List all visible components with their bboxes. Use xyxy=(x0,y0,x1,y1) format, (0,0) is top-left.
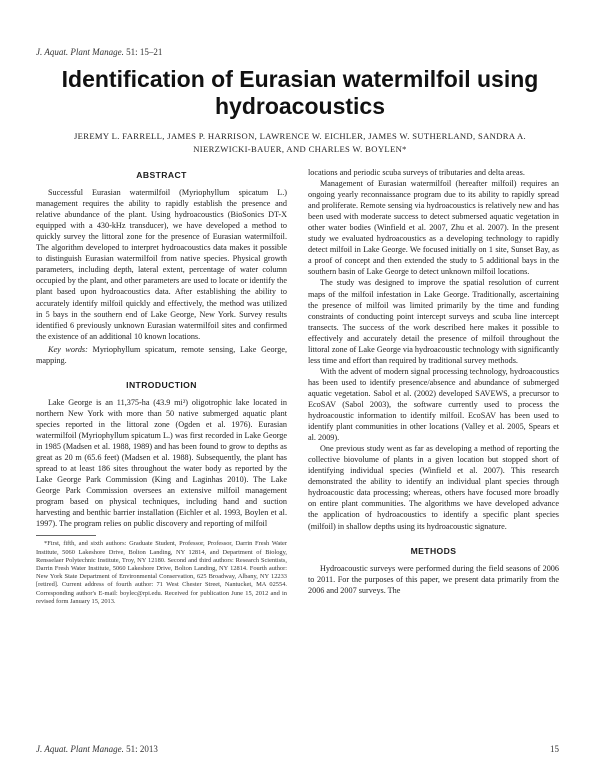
right-column xyxy=(308,167,559,596)
keywords xyxy=(36,344,287,366)
intro-paragraph-study-design: The study was designed to improve the spatial resolution of current maps of the milfoil infestation in Lake George. Traditionally, ascertaining the presence of milfoil was limited primarily by the time and funding constraints of conducting point intercept surveys and scuba line intercept transects. The success of the work described here makes it possible to effectively and accurately detail the presence of milfoil throughout the littoral zone of Lake George via hydroacoustic technology with significantly less time and effort than required by traditional survey methods. xyxy=(308,278,559,365)
intro-paragraph-signal-processing: With the advent of modern signal processing technology, hydroacoustics has been used to identify presence/absence and abundance of submerged aquatic vegetation. Sabol et al. (2002) developed SAVEWS, a precursor to EcoSAV (Sabol 2003), the software currently used to process the hydroacoustic information to identify milfoil. EcoSAV has been used to identify plant communities in other locations (Valley et al. 2005, Spears et al. 2009). xyxy=(308,366,559,443)
abstract-text: Successful Eurasian watermilfoil (Myriophyllum spicatum L.) management requires the ability to rapidly establish the presence and relative abundance of the plant. Using hydroacoustics (BioSonics DT-X equipped with a 430-kHz transducer), we have developed a method to quickly survey the littoral zone for the presence of Eurasian watermilfoil. The algorithm developed to interpret hydroacoustics data makes it possible to distinguish Eurasian watermilfoil from native species. Physical growth parameters, including depth, lateral extent, percentage of water column occupied by the plant, and other parameters are used to locate or identify the plant based upon hydroacoustics data. After establishing the ability to accurately identify milfoil quickly and effectively, the method was utilized in 5 bays in the southern end of Lake George, New York. Survey results identified 6 previously unknown Eurasian watermilfoil sites and confirmed the existence of an additional 10 known locations. xyxy=(36,188,287,341)
introduction-heading: INTRODUCTION xyxy=(126,379,197,390)
author-footnote: *First, fifth, and sixth authors: Graduate Student, Professor, Professor, Darrin Fresh Water Institute, 5060 Lakeshore Drive, Bolton Landing, NY 12814, and Department of Biology, Rensselaer Polytechnic Institute, Troy, NY 12180. Second and third authors: Research Scientists, Darrin Fresh Water Institute, 5060 Lakeshore Drive, Bolton Landing, NY 12814. Fourth author: New York State Department of Environmental Conservation, 625 Broadway, Albany, NY 12233 [retired]. Current address of fourth author: 71 West Chester Street, Nantucket, MA 02554. Corresponding author's E-mail: boylec@rpi.edu. Received for publication June 15, 2012 and in revised form January 15, 2013. xyxy=(36,540,287,605)
running-footer xyxy=(36,744,158,754)
footer-volume-year: 51: 2013 xyxy=(126,744,158,754)
keywords-text: Myriophyllum spicatum, remote sensing, Lake George, mapping. xyxy=(36,344,287,365)
intro-continuation: locations and periodic scuba surveys of tributaries and delta areas. xyxy=(308,168,525,177)
keywords-label: Key words: xyxy=(48,344,88,354)
page-number: 15 xyxy=(550,744,559,754)
abstract-heading: ABSTRACT xyxy=(136,170,187,180)
intro-paragraph-management: Management of Eurasian watermilfoil (hereafter milfoil) requires an ongoing yearly reconnaissance program due to its ability to rapidly spread and proliferate. Remote sensing via hydroacoustics is relatively new and has been used with moderate success to detect submersed aquatic vegetation in other water bodies (Winfield et al. 2007, Zhu et al. 2007). In the present study we evaluated hydroacoustics as a developing technology to rapidly detect milfoil in Lake George. We focused initially on 1 site, Sunset Bay, as a proof of concept and then extended the study to 5 additional bays in the southern basin of Lake George to detect unknown milfoil locations. xyxy=(308,179,559,277)
methods-heading: METHODS xyxy=(410,545,457,556)
footnote-divider xyxy=(36,535,96,536)
header-journal: J. Aquat. Plant Manage. xyxy=(36,47,124,57)
header-volume-pages: 51: 15–21 xyxy=(126,47,163,57)
author-list: JEREMY L. FARRELL, JAMES P. HARRISON, LAWRENCE W. EICHLER, JAMES W. SUTHERLAND, SANDRA A. NIERZWICKI-BAUER, AND CHARLES W. BOYLEN* xyxy=(73,131,527,154)
left-column xyxy=(36,170,287,606)
footer-journal: J. Aquat. Plant Manage. xyxy=(36,744,124,754)
intro-paragraph-previous-study: One previous study went as far as developing a method of reporting the collective biovolume of plants in a given location but stopped short of identifying individual species (Winfield et al. 2007). This research demonstrated the ability to identify an individual plant species through hydroacoustic data processing; whereas, others have focused more broadly on entire plant communities. The algorithms we have developed advance the application of hydroacoustics to identify a specific plant species (milfoil) in shallow depths using its hydroacoustic signature. xyxy=(308,444,559,531)
methods-text: Hydroacoustic surveys were performed during the field seasons of 2006 to 2011. For the purposes of this paper, we present data primarily from the 2006 and 2007 surveys. The xyxy=(308,563,559,595)
introduction-text: Lake George is an 11,375-ha (43.9 mi²) oligotrophic lake located in northern New York with more than 50 native submerged aquatic plant species reported in the littoral zone (Ogden et al. 1976). Eurasian watermilfoil (Myriophyllum spicatum L.) was first recorded in Lake George in 1985 (Madsen et al. 1988, 1989) and has been found to grow to depths as great as 20 m (65.6 feet) (Madsen et al. 1988). Subsequently, the plant has spread to at least 186 sites throughout the water body as reported by the Lake George Park Commission (King and Laginhas 2010). The Lake George Park Commission oversees an extensive milfoil management program based on physical techniques, including hand and suction harvesting and benthic barrier installation (Eichler et al. 1993, Boylen et al. 1997). The program relies on public discovery and reporting of milfoil xyxy=(36,397,287,529)
running-header xyxy=(36,47,162,57)
paper-title: Identification of Eurasian watermilfoil using hydroacoustics xyxy=(61,66,539,119)
